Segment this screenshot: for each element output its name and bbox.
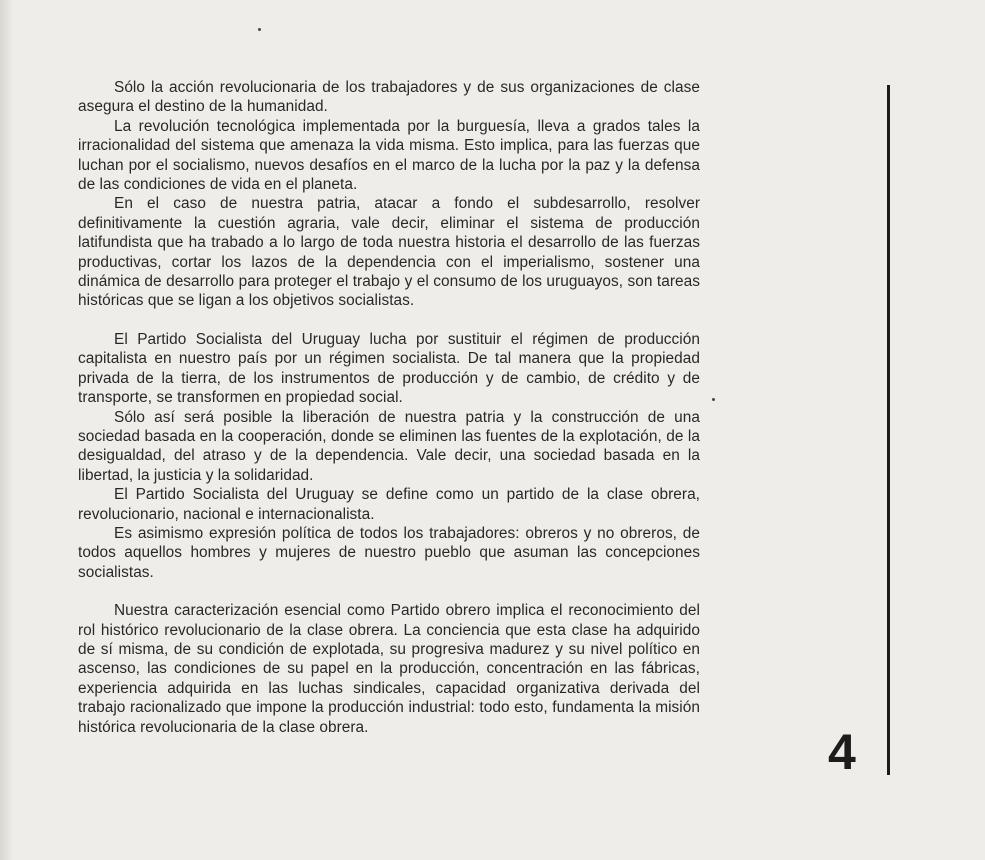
speck	[712, 398, 715, 401]
speck	[258, 28, 261, 31]
page-edge-shadow	[0, 0, 14, 860]
section-gap	[78, 311, 700, 330]
paragraph-5: Sólo así será posible la liberación de nuestra patria y la construcción de una sociedad basada en la cooperación, donde se eliminen las fuentes de la explotación, de la desigualdad, del atraso y de la dependencia. Vale decir, una sociedad basada en la libertad, la justicia y la solidaridad.	[78, 408, 700, 484]
paragraph-3: En el caso de nuestra patria, atacar a fondo el subdesarrollo, resolver definitivamente la cuestión agraria, vale decir, eliminar el sistema de producción latifundista que ha trabado a lo largo de toda nuestra historia el desarrollo de las fuerzas productivas, cortar los lazos de la dependencia con el imperialismo, sostener una dinámica de desarrollo para proteger el trabajo y el consumo de los uruguayos, son tareas históricas que se ligan a los objetivos socialistas.	[78, 195, 700, 310]
paragraph-6: El Partido Socialista del Uruguay se define como un partido de la clase obrera, revolucionario, nacional e internacionalista.	[78, 486, 700, 523]
paragraph-1: Sólo la acción revolucionaria de los trabajadores y de sus organizaciones de clase asegura el destino de la humanidad.	[78, 79, 700, 116]
paragraph-4: El Partido Socialista del Uruguay lucha por sustituir el régimen de producción capitalista en nuestro país por un régimen socialista. De tal manera que la propiedad privada de la tierra, de los instrumentos de producción y de cambio, de crédito y de transporte, se transformen en propiedad social.	[78, 330, 700, 407]
section-gap	[78, 582, 700, 601]
paragraph-2: La revolución tecnológica implementada por la burguesía, lleva a grados tales la irracionalidad del sistema que amenaza la vida misma. Esto implica, para las fuerzas que luchan por el socialismo, nuevos desafíos en el marco de la lucha por la paz y la defensa de las condiciones de vida en el planeta.	[78, 117, 700, 194]
vertical-rule	[887, 85, 890, 775]
paragraph-8: Nuestra caracterización esencial como Partido obrero implica el reconocimiento del rol histórico revolucionario de la clase obrera. La conciencia que esta clase ha adquirido de sí misma, de su condición de explotada, su progresiva madurez y su nivel político en ascenso, las condiciones de su papel en la producción, concentración en las fábricas, experiencia adquirida en las luchas sindicales, capacidad organizativa derivada del trabajo racionalizado que impone la producción industrial: todo esto, fundamenta la misión histórica revolucionaria de la clase obrera.	[78, 602, 700, 736]
paragraph-7: Es asimismo expresión política de todos los trabajadores: obreros y no obreros, de todos aquellos hombres y mujeres de nuestro pueblo que asuman las concepciones socialistas.	[78, 524, 700, 581]
page-number: 4	[828, 724, 856, 780]
document-body	[78, 78, 700, 737]
